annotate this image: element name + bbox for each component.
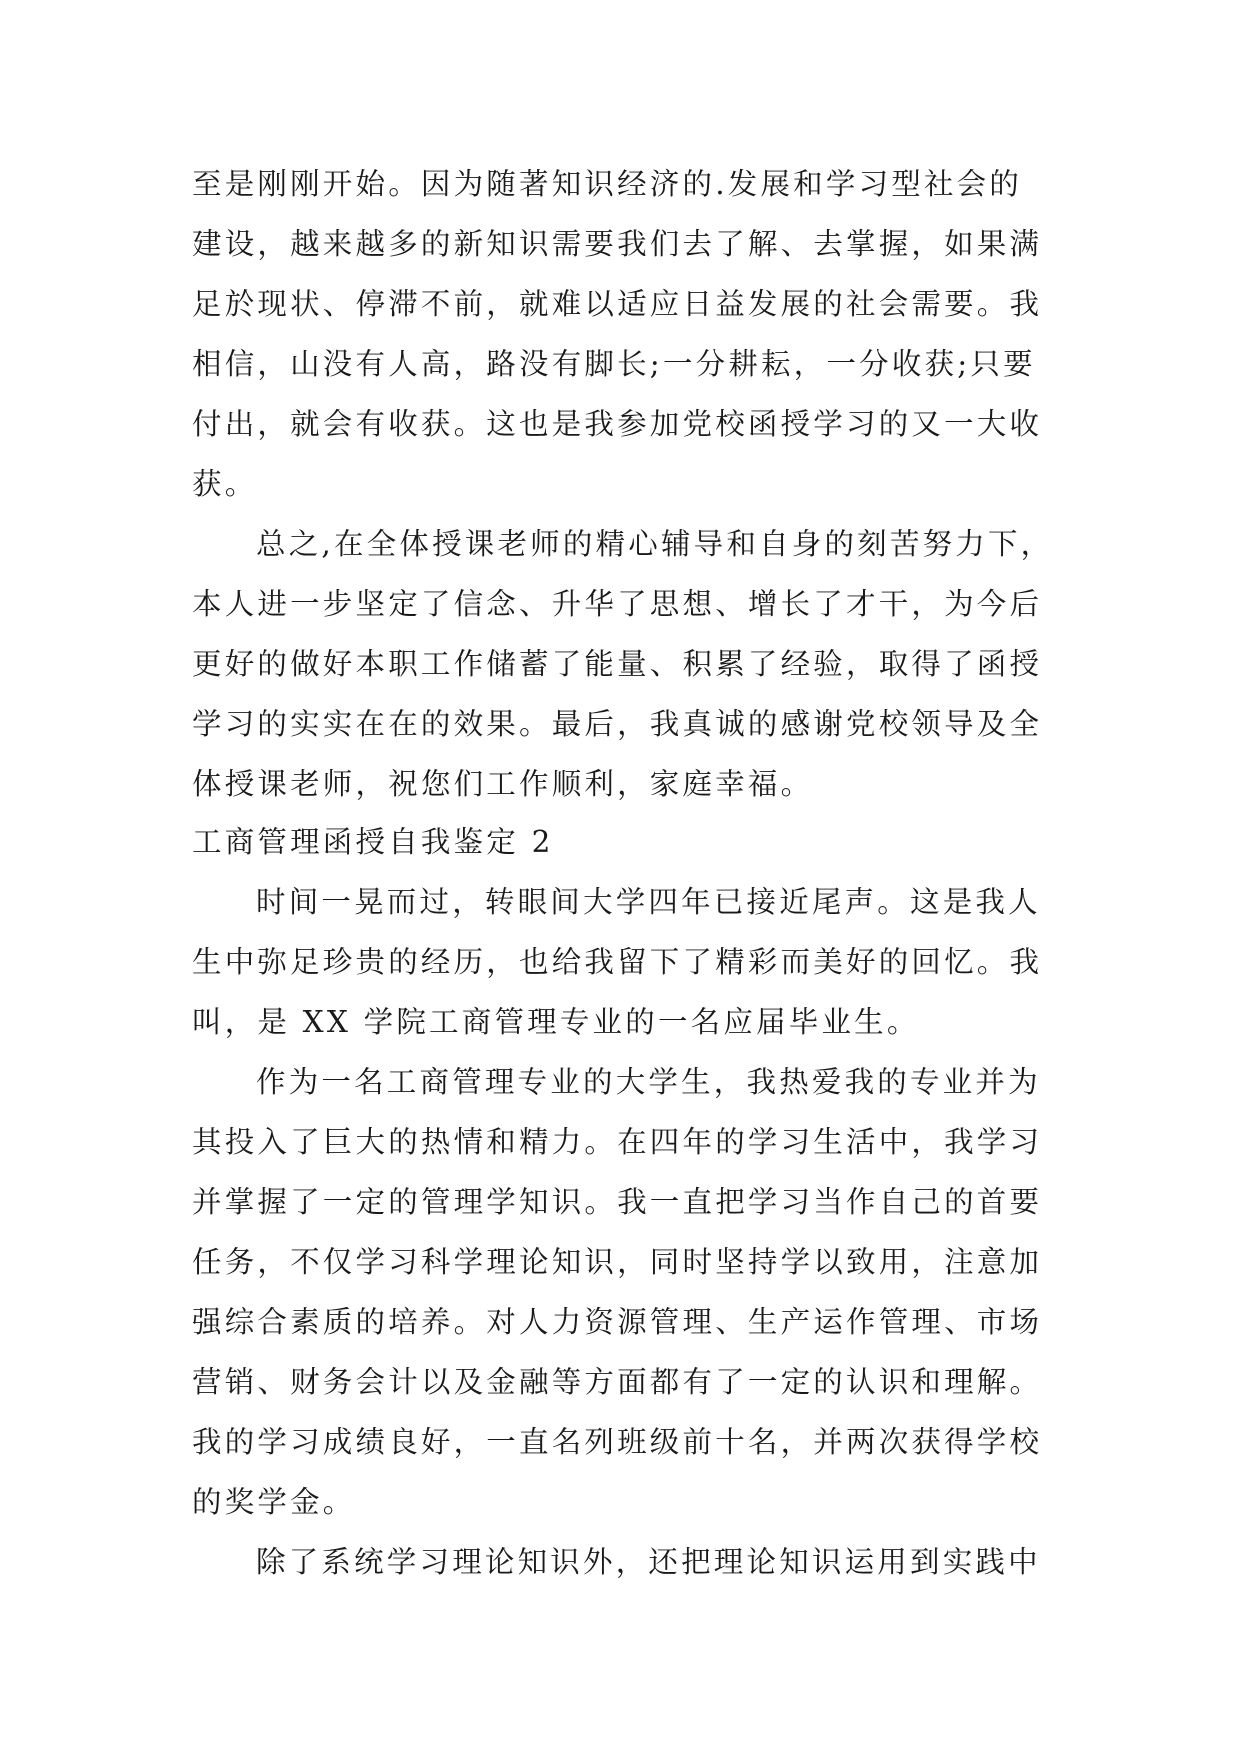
paragraph-line: 建设，越来越多的新知识需要我们去了解、去掌握，如果满 (192, 227, 1043, 261)
paragraph-line: 作为一名工商管理专业的大学生，我热爱我的专业并为 (256, 1065, 1041, 1099)
paragraph-line: 足於现状、停滞不前，就难以适应日益发展的社会需要。我 (192, 287, 1043, 321)
paragraph-line: 其投入了巨大的热情和精力。在四年的学习生活中，我学习 (192, 1125, 1043, 1159)
paragraph-line: 学习的实实在在的效果。最后，我真诚的感谢党校领导及全 (192, 707, 1043, 741)
paragraph-line: 时间一晃而过，转眼间大学四年已接近尾声。这是我人 (256, 885, 1041, 919)
paragraph-line: 获。 (192, 467, 258, 501)
paragraph-line: 我的学习成绩良好，一直名列班级前十名，并两次获得学校 (192, 1425, 1043, 1459)
paragraph-line: 本人进一步坚定了信念、升华了思想、增长了才干，为今后 (192, 587, 1043, 621)
section-heading: 工商管理函授自我鉴定 2 (192, 825, 554, 859)
paragraph-line: 除了系统学习理论知识外，还把理论知识运用到实践中 (256, 1545, 1041, 1579)
paragraph-line: 强综合素质的培养。对人力资源管理、生产运作管理、市场 (192, 1305, 1043, 1339)
paragraph-line: 营销、财务会计以及金融等方面都有了一定的认识和理解。 (192, 1365, 1043, 1399)
paragraph-line: 体授课老师，祝您们工作顺利，家庭幸福。 (192, 767, 814, 801)
paragraph-line: 并掌握了一定的管理学知识。我一直把学习当作自己的首要 (192, 1185, 1043, 1219)
paragraph-line: 相信，山没有人高，路没有脚长;一分耕耘，一分收获;只要 (192, 347, 1036, 381)
paragraph-line: 叫，是 XX 学院工商管理专业的一名应届毕业生。 (192, 1005, 920, 1039)
paragraph-line: 生中弥足珍贵的经历，也给我留下了精彩而美好的回忆。我 (192, 945, 1043, 979)
paragraph-line: 任务，不仅学习科学理论知识，同时坚持学以致用，注意加 (192, 1245, 1043, 1279)
paragraph-line: 至是刚刚开始。因为随著知识经济的.发展和学习型社会的 (192, 167, 1023, 201)
paragraph-line: 总之,在全体授课老师的精心辅导和自身的刻苦努力下， (256, 527, 1054, 561)
paragraph-line: 更好的做好本职工作储蓄了能量、积累了经验，取得了函授 (192, 647, 1043, 681)
paragraph-line: 付出，就会有收获。这也是我参加党校函授学习的又一大收 (192, 407, 1043, 441)
paragraph-line: 的奖学金。 (192, 1485, 356, 1519)
